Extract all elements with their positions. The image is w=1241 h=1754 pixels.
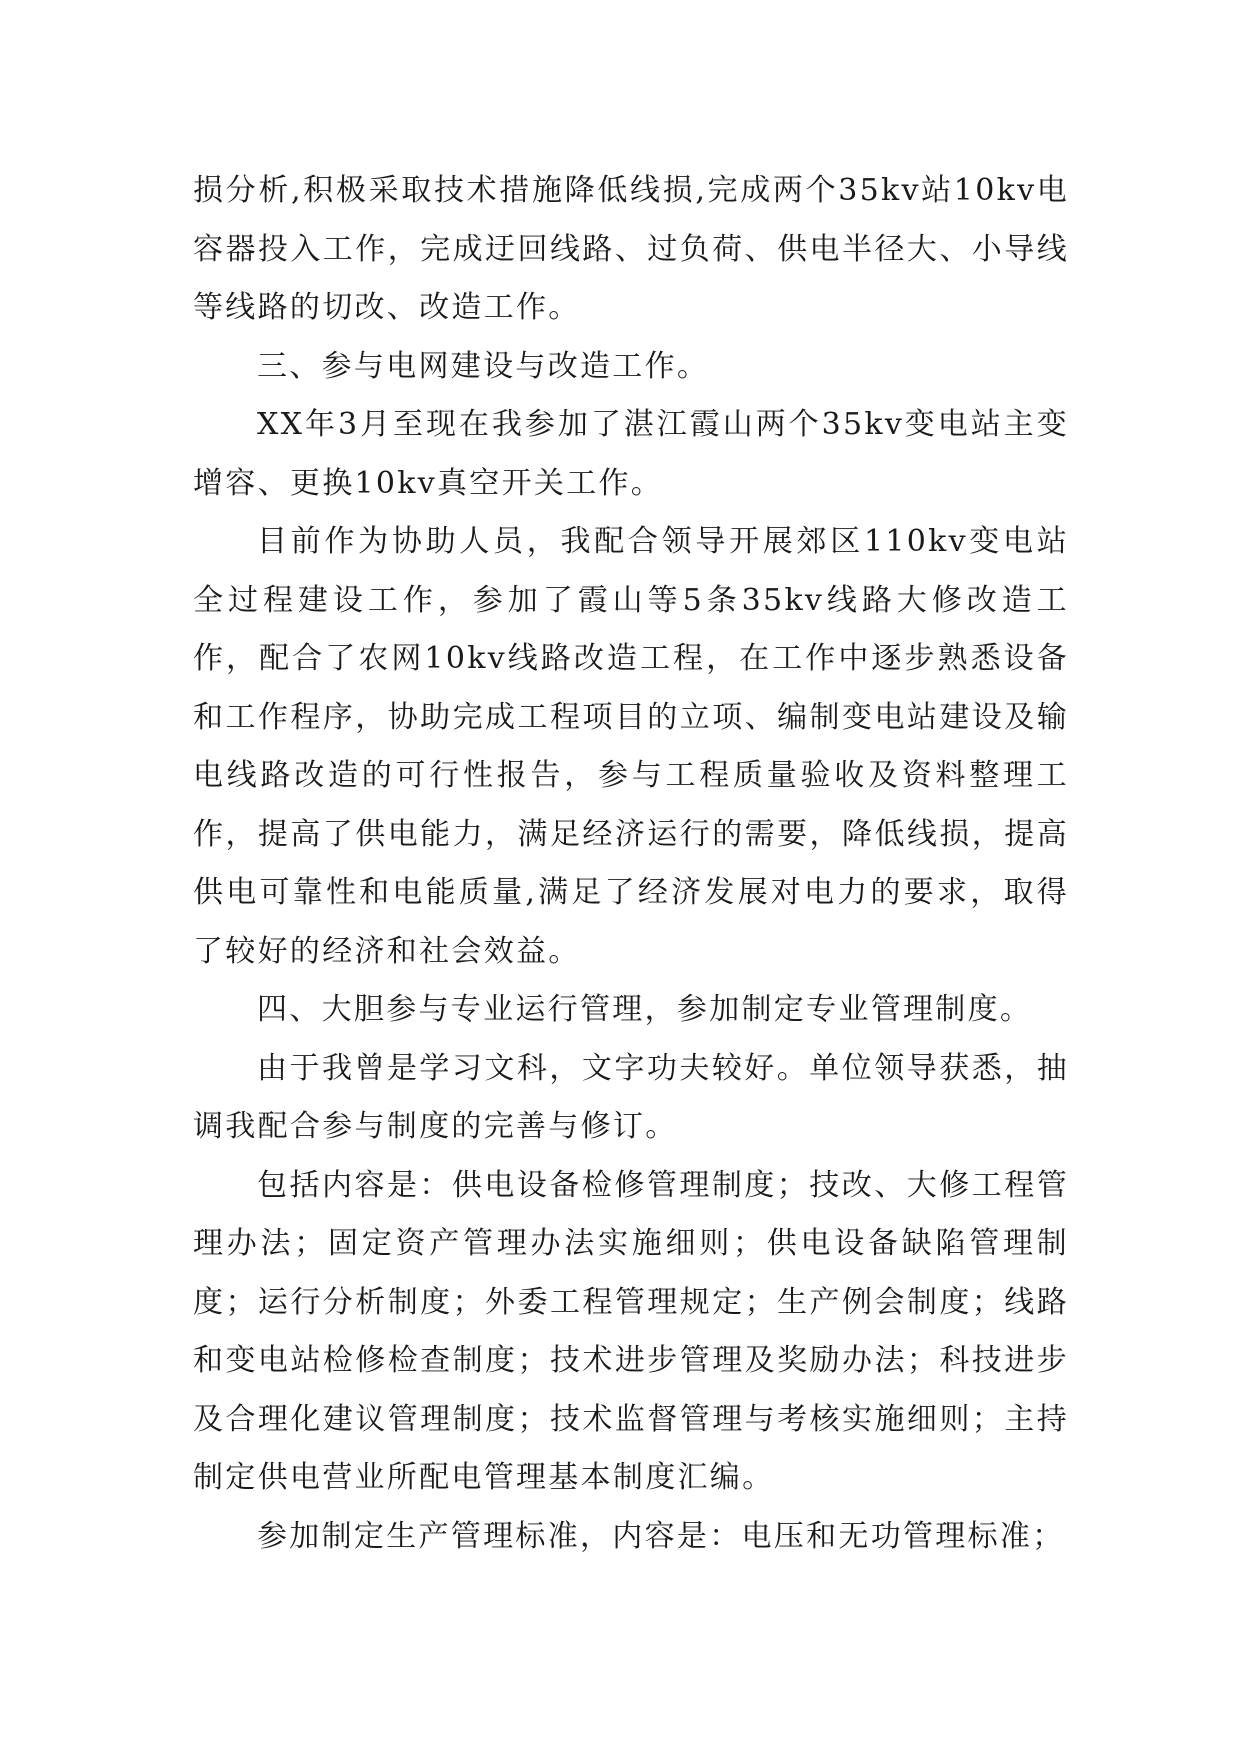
paragraph-line-loss: 损分析,积极采取技术措施降低线损,完成两个35kv站10kv电容器投入工作，完成迂回线路、过负荷、供电半径大、小导线等线路的切改、改造工作。 <box>193 173 1069 325</box>
paragraph-regulations-list: 包括内容是：供电设备检修管理制度；技改、大修工程管理办法；固定资产管理办法实施细则；供电设备缺陷管理制度；运行分析制度；外委工程管理规定；生产例会制度；线路和变电站检修检查制度；技术进步管理及奖励办法；科技进步及合理化建议管理制度；技术监督管理与考核实施细则；主持制定供电营业所配电管理基本制度汇编。 <box>193 1167 1069 1495</box>
paragraph-production-standards: 参加制定生产管理标准，内容是：电压和无功管理标准； <box>257 1518 1065 1554</box>
body-text <box>193 162 1069 1566</box>
paragraph-construction-assist: 目前作为协助人员，我配合领导开展郊区110kv变电站全过程建设工作，参加了霞山等5条35kv线路大修改造工作，配合了农网10kv线路改造工程，在工作中逐步熟悉设备和工作程序，协助完成工程项目的立项、编制变电站建设及输电线路改造的可行性报告，参与工程质量验收及资料整理工作，提高了供电能力，满足经济运行的需要，降低线损，提高供电可靠性和电能质量,满足了经济发展对电力的要求，取得了较好的经济和社会效益。 <box>193 524 1069 969</box>
paragraph-writing-skill: 由于我曾是学习文科，文字功夫较好。单位领导获悉，抽调我配合参与制度的完善与修订。 <box>193 1050 1069 1144</box>
paragraph-substation-upgrade: XX年3月至现在我参加了湛江霞山两个35kv变电站主变增容、更换10kv真空开关工作。 <box>193 407 1069 501</box>
heading-section-three: 三、参与电网建设与改造工作。 <box>257 348 710 384</box>
heading-section-four: 四、大胆参与专业运行管理，参加制定专业管理制度。 <box>257 992 1033 1027</box>
